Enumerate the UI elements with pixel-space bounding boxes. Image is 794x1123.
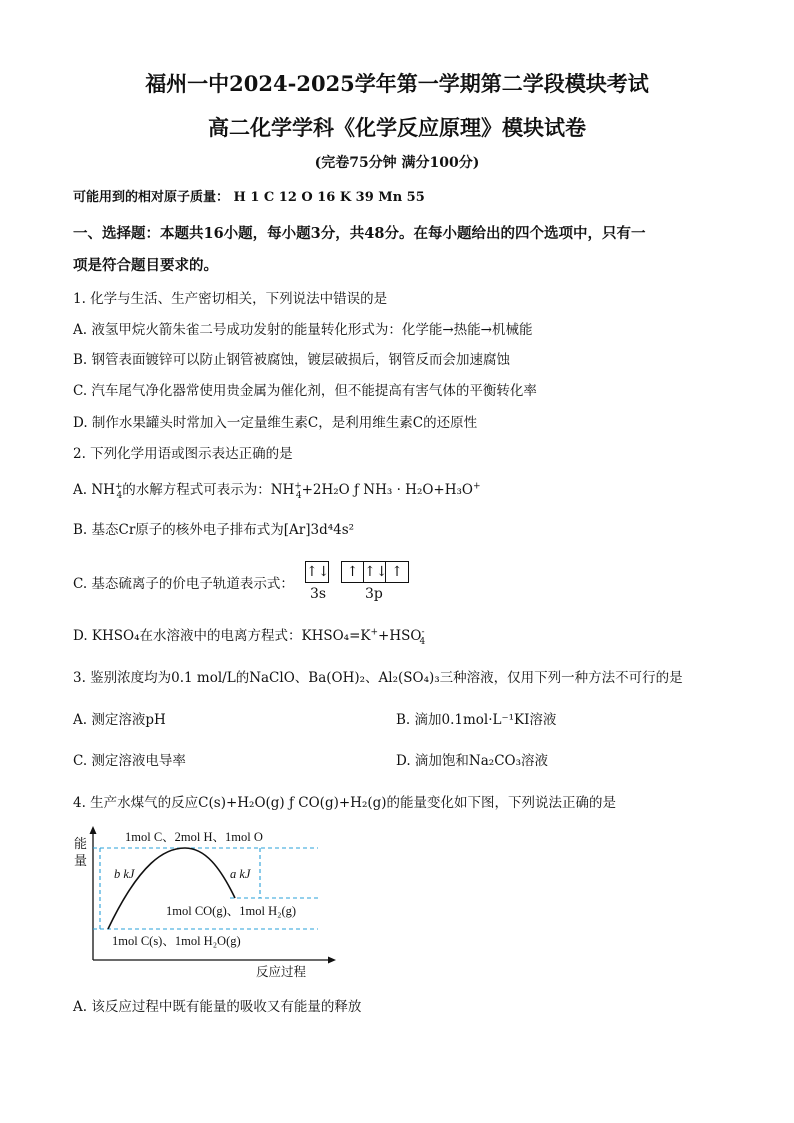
orbital-label-3p: 3p: [365, 586, 383, 602]
section-one-line1: 一、选择题：本题共16小题，每小题3分，共48分。在每小题给出的四个选项中，只有一: [73, 225, 646, 242]
q2-option-c: C. 基态硫离子的价电子轨道表示式：: [73, 576, 294, 592]
q2-d-post: +HSO: [378, 628, 422, 644]
q2-d-minus: -: [421, 627, 425, 638]
q1-option-a: A. 液氢甲烷火箭朱雀二号成功发射的能量转化形式为：化学能→热能→机械能: [73, 322, 533, 338]
q2-a-mid: 的水解方程式可表示为：NH: [122, 482, 295, 498]
exam-subtitle: 高二化学学科《化学反应原理》模块试卷: [208, 115, 586, 140]
orbital-3p: [341, 561, 409, 583]
q2-option-d: [73, 624, 425, 647]
q2-d-plus: +: [370, 627, 379, 638]
q3-option-d: D. 滴加饱和Na₂CO₃溶液: [396, 753, 549, 769]
q4-option-a: A. 该反应过程中既有能量的吸收又有能量的释放: [73, 999, 362, 1015]
q1-option-c: C. 汽车尾气净化器常使用贵金属为催化剂，但不能提高有害气体的平衡转化率: [73, 383, 537, 399]
q2-stem: 2. 下列化学用语或图示表达正确的是: [73, 446, 293, 462]
orbital-3s: [305, 561, 329, 583]
q2-option-b: B. 基态Cr原子的核外电子排布式为[Ar]3d⁴4s²: [73, 522, 355, 538]
q2-d-prefix: D. KHSO₄在水溶液中的电离方程式：KHSO₄=K: [73, 628, 371, 644]
q3-option-c: C. 测定溶液电导率: [73, 753, 186, 769]
exam-title: 福州一中2024-2025学年第一学期第二学段模块考试: [145, 71, 649, 96]
b-energy-label: b kJ: [114, 867, 135, 881]
energy-diagram: [70, 822, 340, 982]
section-one-line2: 项是符合题目要求的。: [73, 257, 218, 274]
atomic-mass-line: 可能用到的相对原子质量： H 1 C 12 O 16 K 39 Mn 55: [73, 190, 425, 205]
orbital-3p-box-1: ↑: [342, 562, 364, 582]
x-axis-label: 反应过程: [256, 965, 307, 979]
y-axis-arrow-icon: [90, 826, 97, 834]
product-label: 1mol CO(g)、1mol H₂(g): [166, 904, 297, 918]
orbital-3s-arrows: ↑↓: [306, 564, 330, 580]
q2-a-equation: +2H₂O ƒ NH₃ · H₂O+H₃O: [301, 482, 473, 498]
q2-a-plus-1: +: [114, 481, 123, 492]
x-axis-arrow-icon: [328, 957, 336, 964]
orbital-label-3s: 3s: [310, 586, 327, 602]
q3-option-a: A. 测定溶液pH: [73, 712, 166, 728]
orbital-3p-box-2: ↑↓: [364, 564, 388, 580]
top-level-label: 1mol C、2mol H、1mol O: [125, 830, 263, 844]
q3-option-b: B. 滴加0.1mol·L⁻¹KI溶液: [396, 712, 557, 728]
q4-stem: 4. 生产水煤气的反应C(s)+H₂O(g) ƒ CO(g)+H₂(g)的能量变化如下图，下列说法正确的是: [73, 795, 617, 811]
q2-d-sub: 4: [419, 636, 426, 647]
y-axis-label-2: 量: [74, 854, 88, 869]
exam-info: (完卷75分钟 满分100分): [314, 155, 480, 171]
a-energy-label: a kJ: [230, 867, 251, 881]
q2-a-plus-3: +: [473, 481, 481, 492]
q1-stem: 1. 化学与生活、生产密切相关，下列说法中错误的是: [73, 291, 388, 307]
q2-a-sub-1: 4: [116, 490, 123, 501]
q3-stem: 3. 鉴别浓度均为0.1 mol/L的NaClO、Ba(OH)₂、Al₂(SO₄)₃三种溶液，仅用下列一种方法不可行的是: [73, 670, 683, 686]
q2-a-plus-2: +: [294, 481, 302, 492]
q2-a-prefix: A. NH: [73, 482, 115, 498]
q2-a-sub-2: 4: [295, 490, 302, 501]
q2-option-a: [73, 478, 481, 501]
y-axis-label-1: 能: [74, 837, 88, 852]
q1-option-b: B. 钢管表面镀锌可以防止钢管被腐蚀，镀层破损后，钢管反而会加速腐蚀: [73, 352, 511, 368]
orbital-3p-box-3: ↑: [391, 564, 403, 580]
q1-option-d: D. 制作水果罐头时常加入一定量维生素C，是利用维生素C的还原性: [73, 415, 478, 431]
reactant-label: 1mol C(s)、1mol H₂O(g): [112, 934, 241, 948]
